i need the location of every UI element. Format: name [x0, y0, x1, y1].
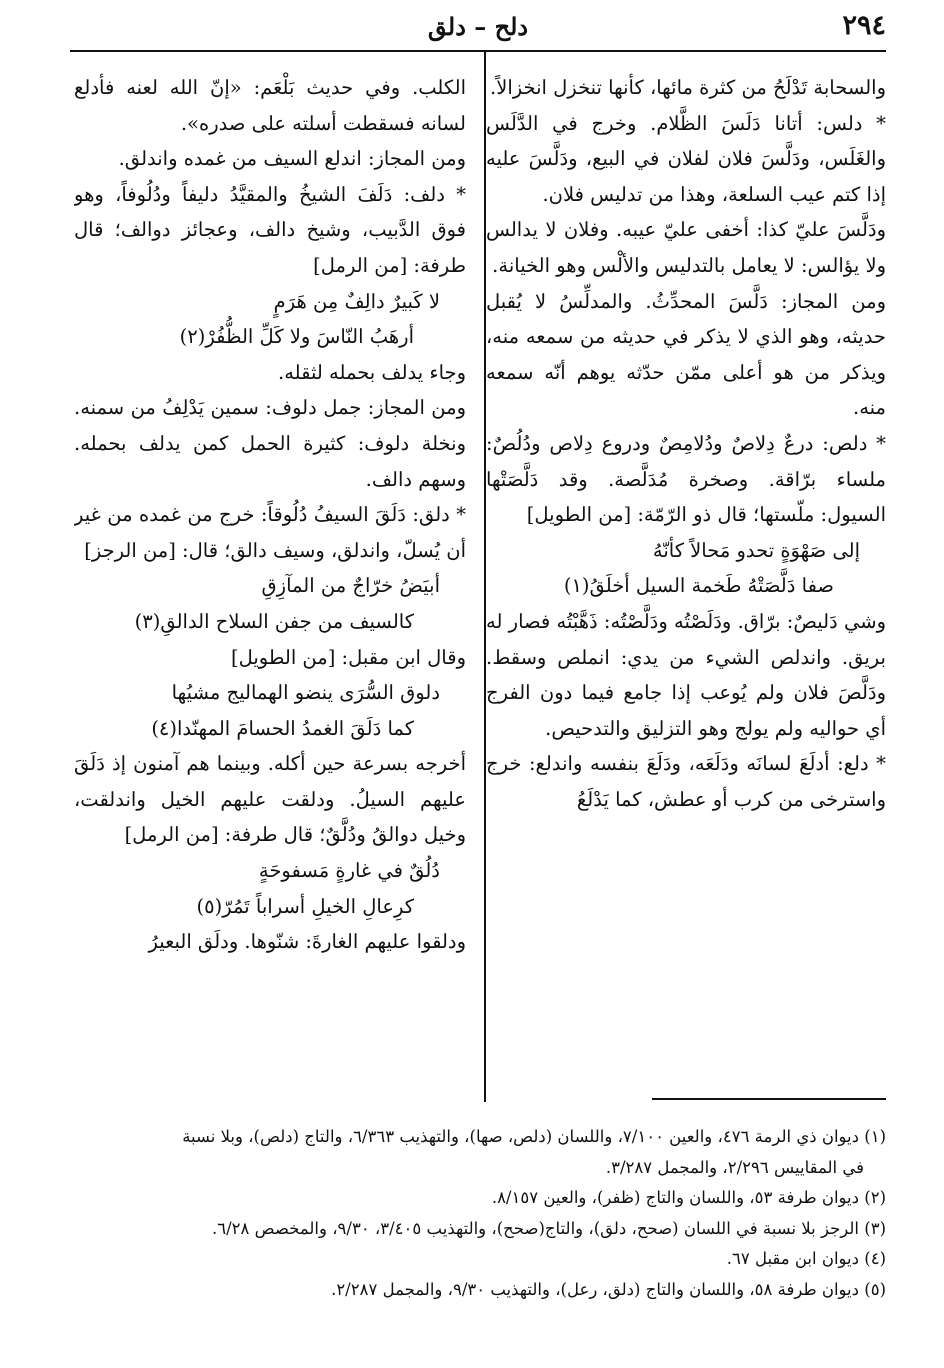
- entry-paragraph: * دلق: دَلَقَ السيفُ دُلُوقاً: خرج من غمده من غير أن يُسلّ، واندلق، وسيف دالق؛ قال: [من الرجز]: [74, 503, 466, 562]
- verse-line: أبيَضُ خرّاجٌ من المآزِقِ: [261, 574, 440, 598]
- footnote: (٥) ديوان طرفة ٥٨، واللسان والتاج (دلق، رعل)، والتهذيب ٩/٣٠، والمجمل ٢/٢٨٧.: [331, 1279, 886, 1299]
- verse-line: أرهَبُ النّاسَ ولا كَلِّ الظُّفُرْ(٢): [179, 325, 414, 349]
- footnote: (١) ديوان ذي الرمة ٤٧٦، والعين ٧/١٠٠، واللسان (دلص، صها)، والتهذيب ٦/٣٦٣، والتاج (دلص)، وبلا نسبة: [182, 1127, 886, 1146]
- footnote: (٤) ديوان ابن مقبل ٦٧.: [726, 1249, 886, 1269]
- footnote: (٣) الرجز بلا نسبة في اللسان (صحح، دلق)، والتاج(صحح)، والتهذيب ٣/٤٠٥، ٩/٣٠، والمخصص ٦/٢٨.: [212, 1218, 886, 1238]
- entry-paragraph: ومن المجاز: جمل دلوف: سمين يَدْلِفُ من سمنه. ونخلة دلوف: كثيرة الحمل كمن يدلف بحمله. وسهم دالف.: [74, 396, 466, 491]
- verse-line: إلى صَهْوَةٍ تحدو مَحالاً كأنّهُ: [652, 538, 860, 562]
- entry-paragraph: ومن المجاز: اندلع السيف من غمده واندلق.: [118, 147, 466, 171]
- entry-paragraph: ودلقوا عليهم الغارةَ: شنّوها. ودلَق البعيرُ: [148, 930, 466, 954]
- entry-paragraph: وجاء يدلف بحمله لثقله.: [278, 360, 466, 384]
- verse-line: دلوق السُّرَى ينضو الهماليج مشيُها: [171, 681, 440, 705]
- footnotes: [70, 1122, 886, 1306]
- entry-paragraph: الكلب. وفي حديث بَلْعَم: «إنّ الله لعنه فأدلع لسانه فسقطت أسلته على صدره».: [74, 76, 466, 135]
- page-number: ٢٩٤: [842, 10, 886, 41]
- entry-paragraph: وشي دَليصٌ: برّاق. ودَلَصْتُه ودَلَّصْتُه: ذَهَّبْتُه فصار له بريق. واندلص الشيء من يدي: انملص وسقط. ودَلَّصَ فلان ولم يُوعب إذا جامع فيما دون الفرج أي حواليه ولم يولج وهو التزليق والتدحيص.: [486, 609, 886, 740]
- left-column: [74, 70, 466, 1070]
- entry-paragraph: * دلس: أتانا دَلَسَ الظَّلام. وخرج في الدَّلَس والغَلَس، ودَلَّسَ فلان لفلان في البيع، ودَلَّسَ عليه إذا كتم عيب السلعة، وهذا من تدليس فلان.: [486, 111, 886, 206]
- footnote: في المقاييس ٢/٢٩٦، والمجمل ٣/٢٨٧.: [605, 1157, 864, 1177]
- footnote-rule: [652, 1098, 886, 1100]
- right-column: [486, 70, 886, 1070]
- entry-paragraph: أخرجه بسرعة حين أكله. وبينما هم آمنون إذ دَلَقَ عليهم السيلُ. ودلقت عليهم الخيل واندلقت، وخيل دوالقُ ودُلَّقٌ؛ قال طرفة: [من الرمل]: [74, 752, 466, 847]
- entry-paragraph: * دلف: دَلَفَ الشيخُ والمقيَّدُ دليفاً ودُلُوفاً، وهو فوق الدَّبيب، وشيخ دالف، وعجائز دوالف؛ قال طرفة: [من الرمل]: [74, 182, 466, 277]
- entry-paragraph: ودَلَّسَ عليّ كذا: أخفى عليّ عيبه. وفلان لا يدالس ولا يؤالس: لا يعامل بالتدليس والألْس وهو الخيانة.: [486, 218, 886, 277]
- verse-line: لا كَبيرٌ دالِفٌ مِن هَرَمٍ: [273, 289, 440, 313]
- verse-line: كما دَلَقَ الغمدُ الحسامَ المهنّدا(٤): [151, 716, 414, 740]
- verse-line: صفا دَلَّصَتْهُ طَخمة السيل أخلَقُ(١): [563, 574, 834, 598]
- verse-line: كالسيف من جفن السلاح الدالقِ(٣): [134, 609, 414, 633]
- footnote: (٢) ديوان طرفة ٥٣، واللسان والتاج (ظفر)، والعين ٨/١٥٧.: [491, 1188, 886, 1208]
- entry-paragraph: * دلع: أدلَعَ لسانَه ودَلَعَه، ودَلَعَ بنفسه واندلع: خرج واسترخى من كرب أو عطش، كما يَدْلَعُ: [486, 752, 886, 811]
- verse-line: دُلُقٌ في غارةٍ مَسفوحَةٍ: [258, 859, 440, 883]
- entry-paragraph: وقال ابن مقبل: [من الطويل]: [231, 645, 466, 669]
- entry-paragraph: والسحابة تَدْلَحُ من كثرة مائها، كأنها تنخزل انخزالاً.: [490, 76, 886, 99]
- running-title: دلح – دلق: [427, 12, 529, 41]
- page-header: [70, 6, 886, 52]
- column-divider: [484, 52, 486, 1102]
- verse-line: كرِعالِ الخيلِ أسراباً تَمُرّ(٥): [196, 894, 414, 918]
- entry-paragraph: * دلص: درعٌ دِلاصٌ ودُلامِصٌ ودروع دِلاص ودُلُصٌ: ملساء برّاقة. وصخرة مُدَلَّصة. وقد دَلَّصَتْها السيول: ملّستها؛ قال ذو الرّمّة: [من الطويل]: [486, 431, 886, 527]
- entry-paragraph: ومن المجاز: دَلَّسَ المحدِّثُ. والمدلِّسُ لا يُقبل حديثه، وهو الذي لا يذكر في حديثه من سمعه منه، ويذكر من هو أعلى ممّن حدّثه يوهم أنّه سمعه منه.: [486, 289, 886, 420]
